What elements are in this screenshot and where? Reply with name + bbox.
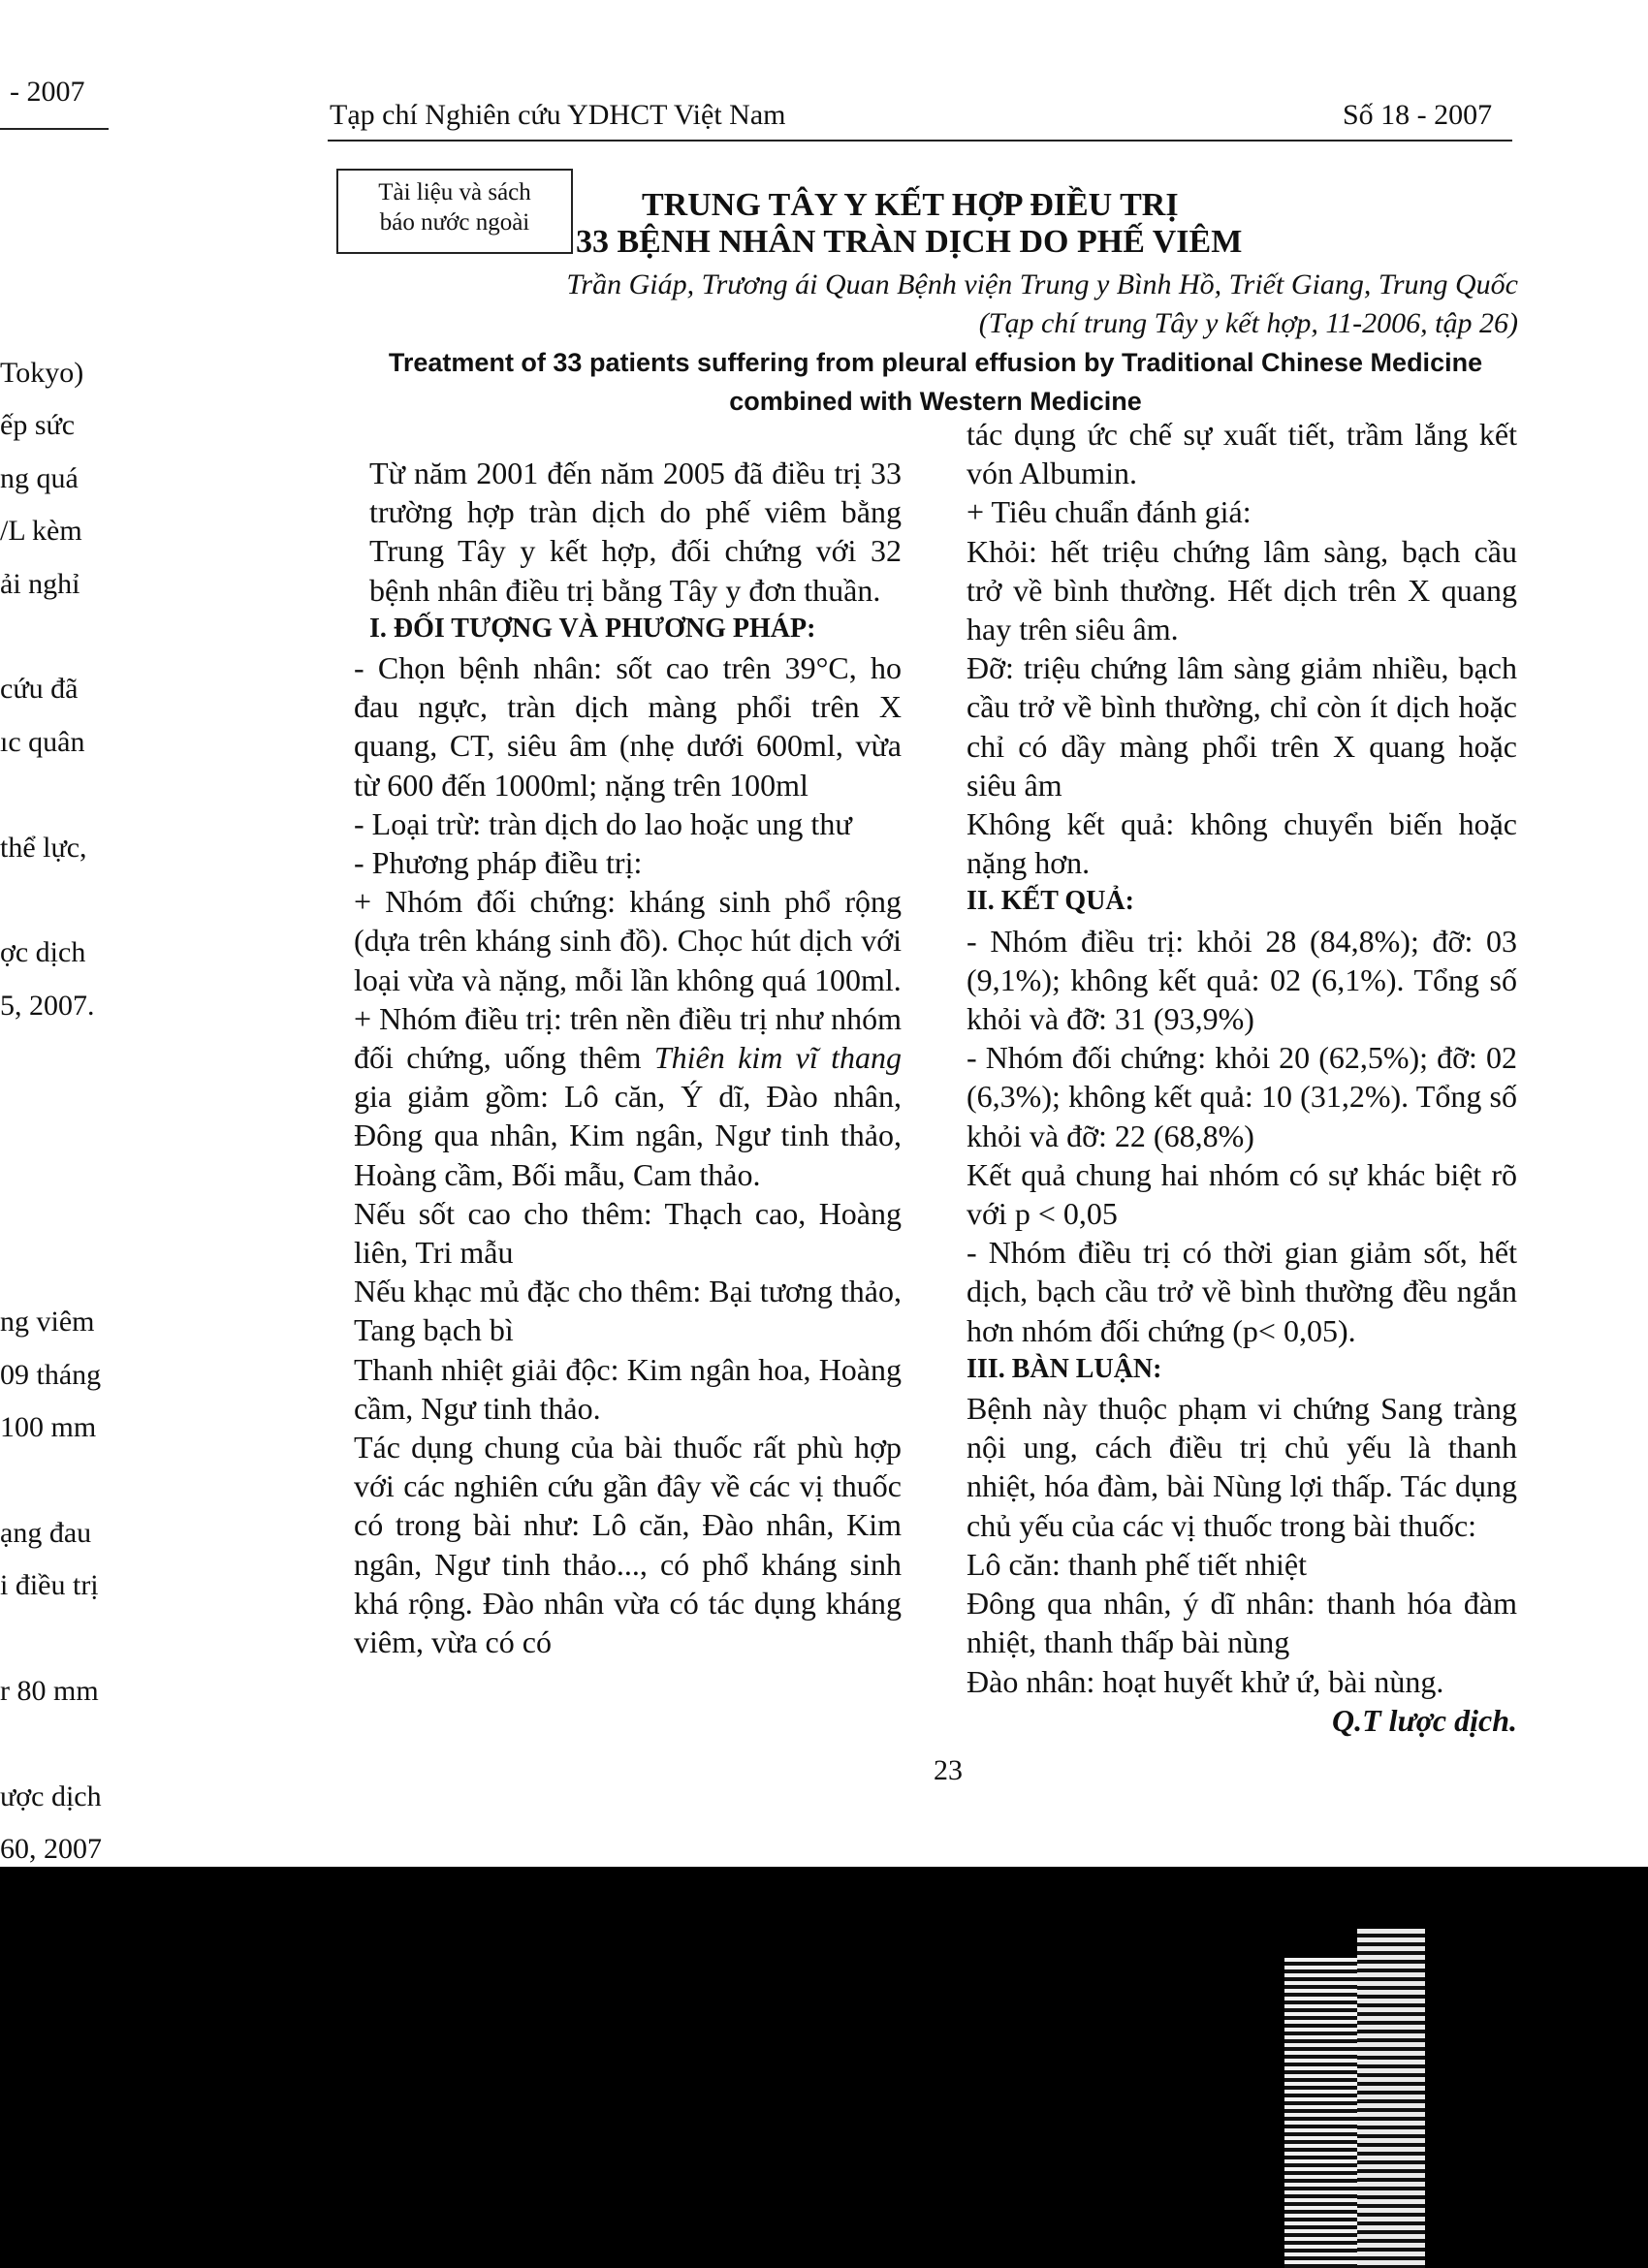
left-page-text-fragment [0,769,126,821]
intro-paragraph: Từ năm 2001 đến năm 2005 đã điều trị 33 trường hợp tràn dịch do phế viêm bằng Trung Tây y kết hợp, đối chứng với 32 bệnh nhân điều trị bằng Tây y đơn thuần. [369,456,902,608]
left-page-text-fragment [0,1138,126,1190]
section-heading-discussion: III. BÀN LUẬN: [967,1353,1162,1384]
journal-header: Tạp chí Nghiên cứu YDHCT Việt Nam [330,99,786,131]
article-source: (Tạp chí trung Tây y kết hợp, 11-2006, tập 26) [978,307,1518,339]
methods-paragraph: - Chọn bệnh nhân: sốt cao trên 39°C, ho đau ngực, tràn dịch màng phổi trên X quang, CT, siêu âm (nhẹ dưới 600ml, vừa từ 600 đến 1000ml; nặng trên 100ml [354,650,902,803]
left-page-text-fragment: ng quá [0,461,79,494]
body-paragraph: tác dụng ức chế sự xuất tiết, trầm lắng kết vón Albumin. [967,417,1517,491]
left-page-text-fragment: 100 mm [0,1411,97,1444]
left-page-header-rule [0,128,109,130]
translator-signature: Q.T lược dịch. [1332,1702,1517,1738]
methods-text: gia giảm gồm: Lô căn, Ý dĩ, Đào nhân, Đông qua nhân, Kim ngân, Ngư tinh thảo, Hoàng cầm, Bối mẫu, Cam thảo. [354,1079,902,1192]
left-page-text-fragment: ược dịch [0,1780,102,1812]
section-heading-methods: I. ĐỐI TƯỢNG VÀ PHƯƠNG PHÁP: [369,613,816,644]
left-page-text-fragment [0,1244,126,1296]
discussion-paragraph: Lô căn: thanh phế tiết nhiệt [967,1546,1307,1582]
section-heading-results: II. KẾT QUẢ: [967,886,1134,917]
section-label-line2: báo nước ngoài [379,209,530,236]
left-page-text-fragment [0,611,126,663]
left-page-text-fragment [0,874,126,927]
discussion-paragraph: Bệnh này thuộc phạm vi chứng Sang tràng nội ung, cách điều trị chủ yếu là thanh nhiệt, hóa đàm, bài Nùng lợi thấp. Tác dụng chủ yếu của các vị thuốc trong bài thuốc: [967,1391,1517,1543]
left-page-text-fragment [0,1718,126,1771]
results-paragraph: - Nhóm điều trị: khỏi 28 (84,8%); đỡ: 03 (9,1%); không kết quả: 02 (6,1%). Tổng số khỏi và đỡ: 31 (93,9%) [967,923,1517,1037]
methods-paragraph: - Phương pháp điều trị: [354,845,643,881]
left-page-text-fragment: ếp sức [0,409,76,442]
left-page-text-fragment: ng viêm [0,1306,95,1339]
methods-paragraph: + Nhóm đối chứng: kháng sinh phổ rộng (dựa trên kháng sinh đồ). Chọc hút dịch với loại vừa và nặng, mỗi lần không quá 100ml. [354,884,902,997]
left-page-text-fragment: cứu đã [0,673,79,706]
left-page-text [0,347,126,1876]
body-paragraph: Đỡ: triệu chứng lâm sàng giảm nhiều, bạch cầu trở về bình thường, chỉ còn ít dịch hoặc chỉ có dầy màng phổi trên X quang hoặc siêu âm [967,650,1517,803]
methods-paragraph: Nếu khạc mủ đặc cho thêm: Bại tương thảo, Tang bạch bì [354,1274,902,1348]
left-page-text-fragment: 5, 2007. [0,989,95,1022]
left-page-text-fragment: ıc quân [0,725,85,758]
left-page-text-fragment: i điều trị [0,1569,99,1602]
body-paragraph: + Tiêu chuẩn đánh giá: [967,494,1252,530]
scan-edge-pattern [1357,1929,1425,2268]
left-page-text-fragment [0,1191,126,1244]
methods-paragraph: Thanh nhiệt giải độc: Kim ngân hoa, Hoàng cầm, Ngư tinh thảo. [354,1351,902,1426]
discussion-paragraph: Đông qua nhân, ý dĩ nhân: thanh hóa đàm nhiệt, thanh thấp bài nùng [967,1586,1517,1660]
left-page-text-fragment [0,1613,126,1665]
methods-paragraph: Tác dụng chung của bài thuốc rất phù hợp với các nghiên cứu gần đây về các vị thuốc có trong bài như: Lô căn, Đào nhân, Kim ngân, Ngư tinh thảo..., có phổ kháng sinh khá rộng. Đào nhân vừa có tác dụng kháng viêm, vừa có có [354,1430,902,1660]
header-rule [328,140,1512,142]
methods-paragraph: - Loại trừ: tràn dịch do lao hoặc ung thư [354,805,852,841]
left-page-text-fragment [0,1032,126,1085]
left-page-text-fragment: /L kèm [0,515,82,548]
article-authors: Trần Giáp, Trương ái Quan Bệnh viện Trung y Bình Hồ, Triết Giang, Trung Quốc [566,268,1518,300]
left-page-text-fragment: Tokyo) [0,357,84,389]
article-title-line1: TRUNG TÂY Y KẾT HỢP ĐIỀU TRỊ [642,187,1179,223]
left-page-text-fragment: 09 tháng [0,1358,102,1391]
body-column-right [967,415,1517,1740]
discussion-paragraph: Đào nhân: hoạt huyết khử ứ, bài nùng. [967,1663,1444,1699]
left-page-text-fragment [0,1455,126,1507]
left-page-text-fragment: thể lực, [0,831,87,864]
left-page-text-fragment: ạng đau [0,1516,92,1549]
left-page-text-fragment: ải nghỉ [0,567,80,600]
section-label-box [336,169,573,254]
methods-paragraph [354,999,902,1194]
issue-header: Số 18 - 2007 [1343,99,1493,131]
left-page-text-fragment [0,1086,126,1138]
body-paragraph: Không kết quả: không chuyển biến hoặc nặng hơn. [967,806,1517,881]
section-label-line1: Tài liệu và sách [378,179,531,205]
formula-name: Thiên kim vĩ thang [653,1040,903,1076]
results-paragraph: - Nhóm đối chứng: khỏi 20 (62,5%); đỡ: 02 (6,3%); không kết quả: 10 (31,2%). Tổng số khỏi và đỡ: 22 (68,8%) [967,1040,1517,1153]
left-page-header: - 2007 [10,76,85,108]
article-title-line2: 33 BỆNH NHÂN TRÀN DỊCH DO PHẾ VIÊM [576,224,1243,260]
left-page-text-fragment: r 80 mm [0,1675,99,1708]
body-paragraph: Khỏi: hết triệu chứng lâm sàng, bạch cầu trở về bình thường. Hết dịch trên X quang hay trên siêu âm. [967,533,1517,647]
left-page-text-fragment: ợc dịch [0,936,86,969]
left-page-text-fragment: 60, 2007 [0,1833,102,1866]
body-column-left [354,454,902,1661]
results-paragraph: Kết quả chung hai nhóm có sự khác biệt rõ với p < 0,05 [967,1156,1517,1232]
methods-text: + Nhóm điều trị: trên nền điều trị như nhóm đối chứng, uống thêm [354,1000,902,1076]
methods-paragraph: Nếu sốt cao cho thêm: Thạch cao, Hoàng liên, Tri mẫu [354,1195,902,1271]
results-paragraph: - Nhóm điều trị có thời gian giảm sốt, hết dịch, bạch cầu trở về bình thường đều ngắn hơn nhóm đối chứng (p< 0,05). [967,1235,1517,1348]
page-number: 23 [934,1754,963,1786]
english-title: Treatment of 33 patients suffering from pleural effusion by Traditional Chinese Medicine combined with Western Medicine [388,348,1483,416]
